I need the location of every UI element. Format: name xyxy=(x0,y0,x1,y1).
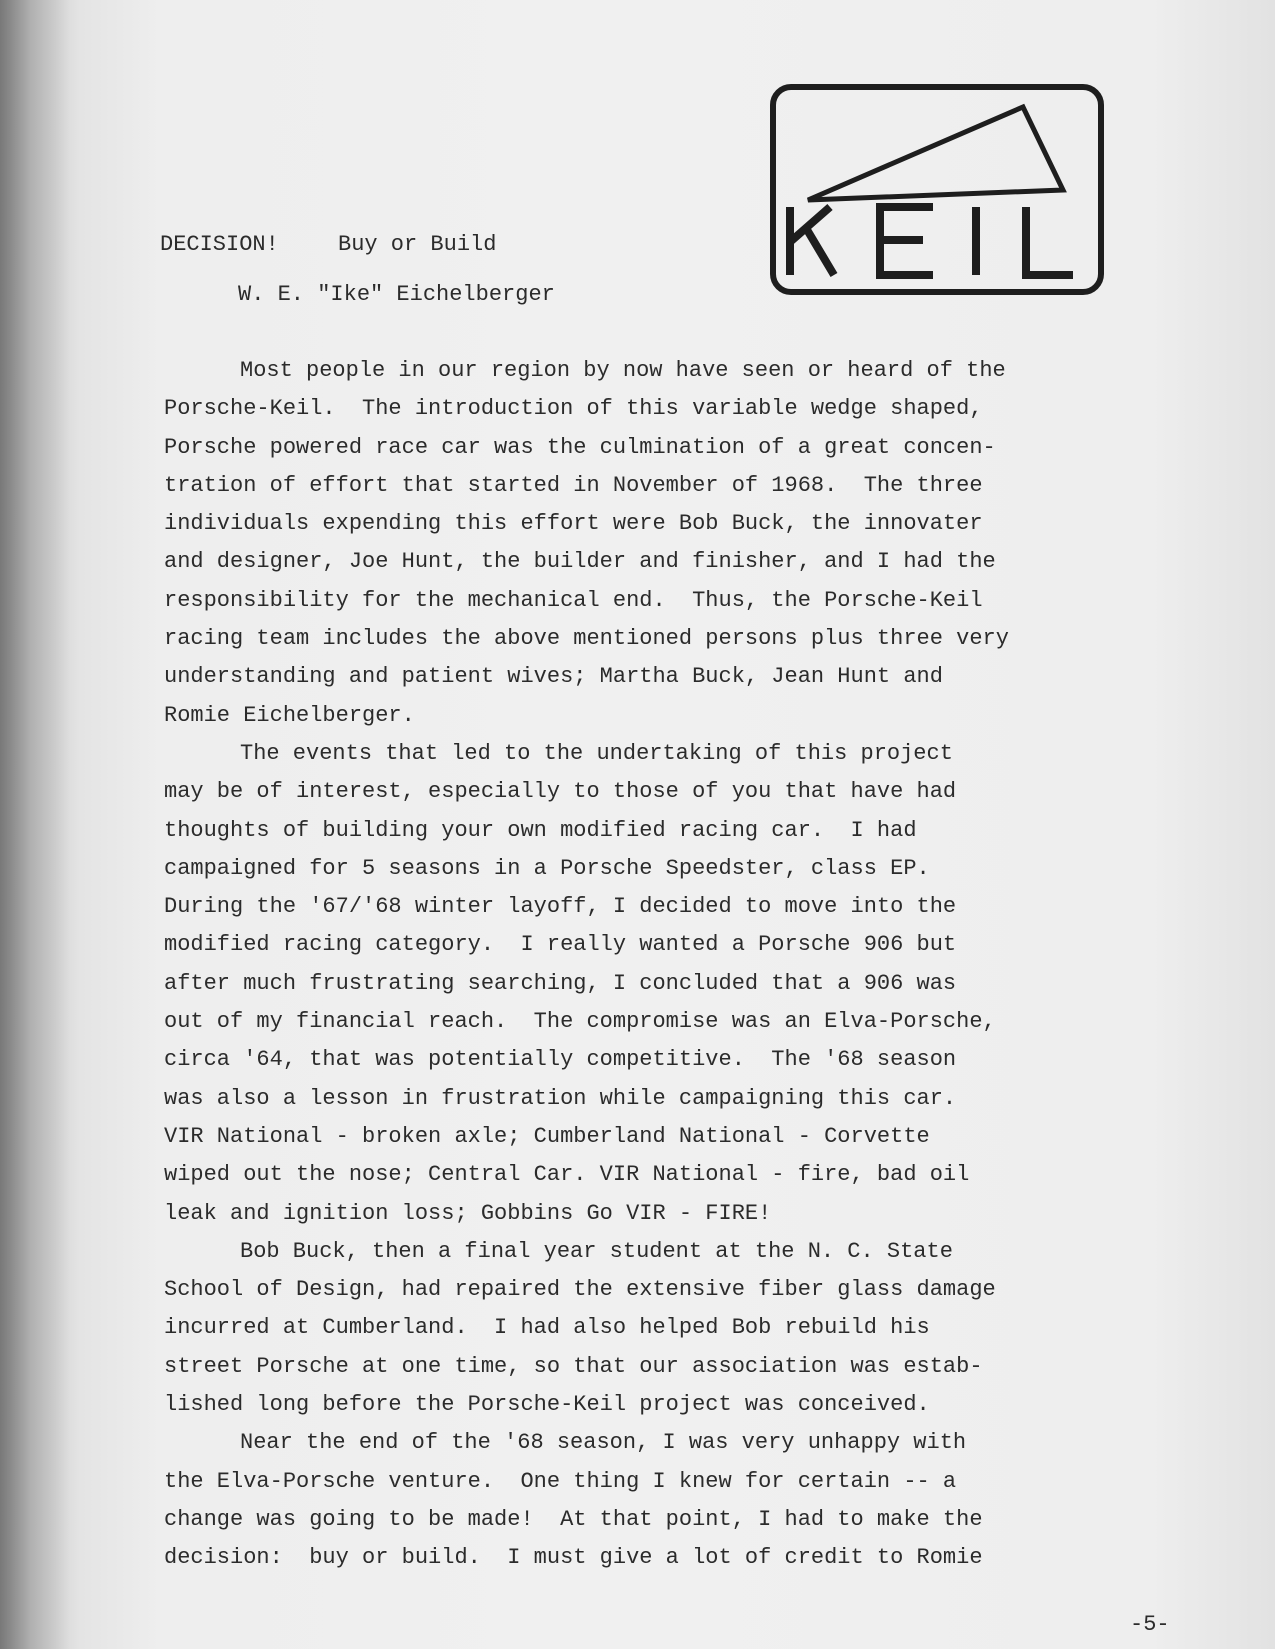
text-line: incurred at Cumberland. I had also helped Bob rebuild his xyxy=(164,1315,930,1341)
heading-title: Buy or Build xyxy=(338,232,497,257)
heading-label: DECISION! xyxy=(160,232,279,257)
text-line: Near the end of the '68 season, I was very unhappy with xyxy=(240,1430,967,1456)
text-line: may be of interest, especially to those of you that have had xyxy=(164,779,957,805)
text-line: lished long before the Porsche-Keil project was conceived. xyxy=(164,1392,930,1418)
text-line: street Porsche at one time, so that our association was estab- xyxy=(164,1353,983,1379)
text-line: racing team includes the above mentioned persons plus three very xyxy=(164,626,1009,652)
page-number: -5- xyxy=(1130,1612,1170,1637)
keil-logo xyxy=(768,82,1108,302)
article-body xyxy=(164,352,1154,1578)
text-line: wiped out the nose; Central Car. VIR National - fire, bad oil xyxy=(164,1162,970,1188)
text-line: Porsche-Keil. The introduction of this variable wedge shaped, xyxy=(164,396,983,422)
text-line: During the '67/'68 winter layoff, I decided to move into the xyxy=(164,894,957,920)
author-byline: W. E. "Ike" Eichelberger xyxy=(238,282,555,307)
text-line: understanding and patient wives; Martha Buck, Jean Hunt and xyxy=(164,664,943,690)
article-heading xyxy=(160,232,496,257)
text-line: the Elva-Porsche venture. One thing I knew for certain -- a xyxy=(164,1468,957,1494)
text-line: and designer, Joe Hunt, the builder and finisher, and I had the xyxy=(164,549,996,575)
text-line: leak and ignition loss; Gobbins Go VIR - FIRE! xyxy=(164,1200,772,1226)
text-line: individuals expending this effort were Bob Buck, the innovater xyxy=(164,511,983,537)
text-line: after much frustrating searching, I concluded that a 906 was xyxy=(164,970,957,996)
text-line: thoughts of building your own modified racing car. I had xyxy=(164,817,917,843)
text-line: Bob Buck, then a final year student at the N. C. State xyxy=(240,1238,953,1264)
text-line: VIR National - broken axle; Cumberland National - Corvette xyxy=(164,1123,930,1149)
binding-shadow xyxy=(0,0,70,1649)
text-line: decision: buy or build. I must give a lot of credit to Romie xyxy=(164,1545,983,1571)
text-line: tration of effort that started in November of 1968. The three xyxy=(164,472,983,498)
text-line: change was going to be made! At that point, I had to make the xyxy=(164,1506,983,1532)
text-line: was also a lesson in frustration while campaigning this car. xyxy=(164,1085,957,1111)
text-line: responsibility for the mechanical end. Thus, the Porsche-Keil xyxy=(164,587,983,613)
text-line: School of Design, had repaired the extensive fiber glass damage xyxy=(164,1277,996,1303)
text-line: out of my financial reach. The compromise was an Elva-Porsche, xyxy=(164,1009,996,1035)
text-line: circa '64, that was potentially competitive. The '68 season xyxy=(164,1047,957,1073)
text-line: Romie Eichelberger. xyxy=(164,702,415,728)
text-line: modified racing category. I really wanted a Porsche 906 but xyxy=(164,932,957,958)
text-line: campaigned for 5 seasons in a Porsche Speedster, class EP. xyxy=(164,855,930,881)
text-line: Most people in our region by now have seen or heard of the xyxy=(240,358,1006,383)
text-line: Porsche powered race car was the culmination of a great concen- xyxy=(164,434,996,460)
text-line: The events that led to the undertaking of this project xyxy=(240,740,953,766)
